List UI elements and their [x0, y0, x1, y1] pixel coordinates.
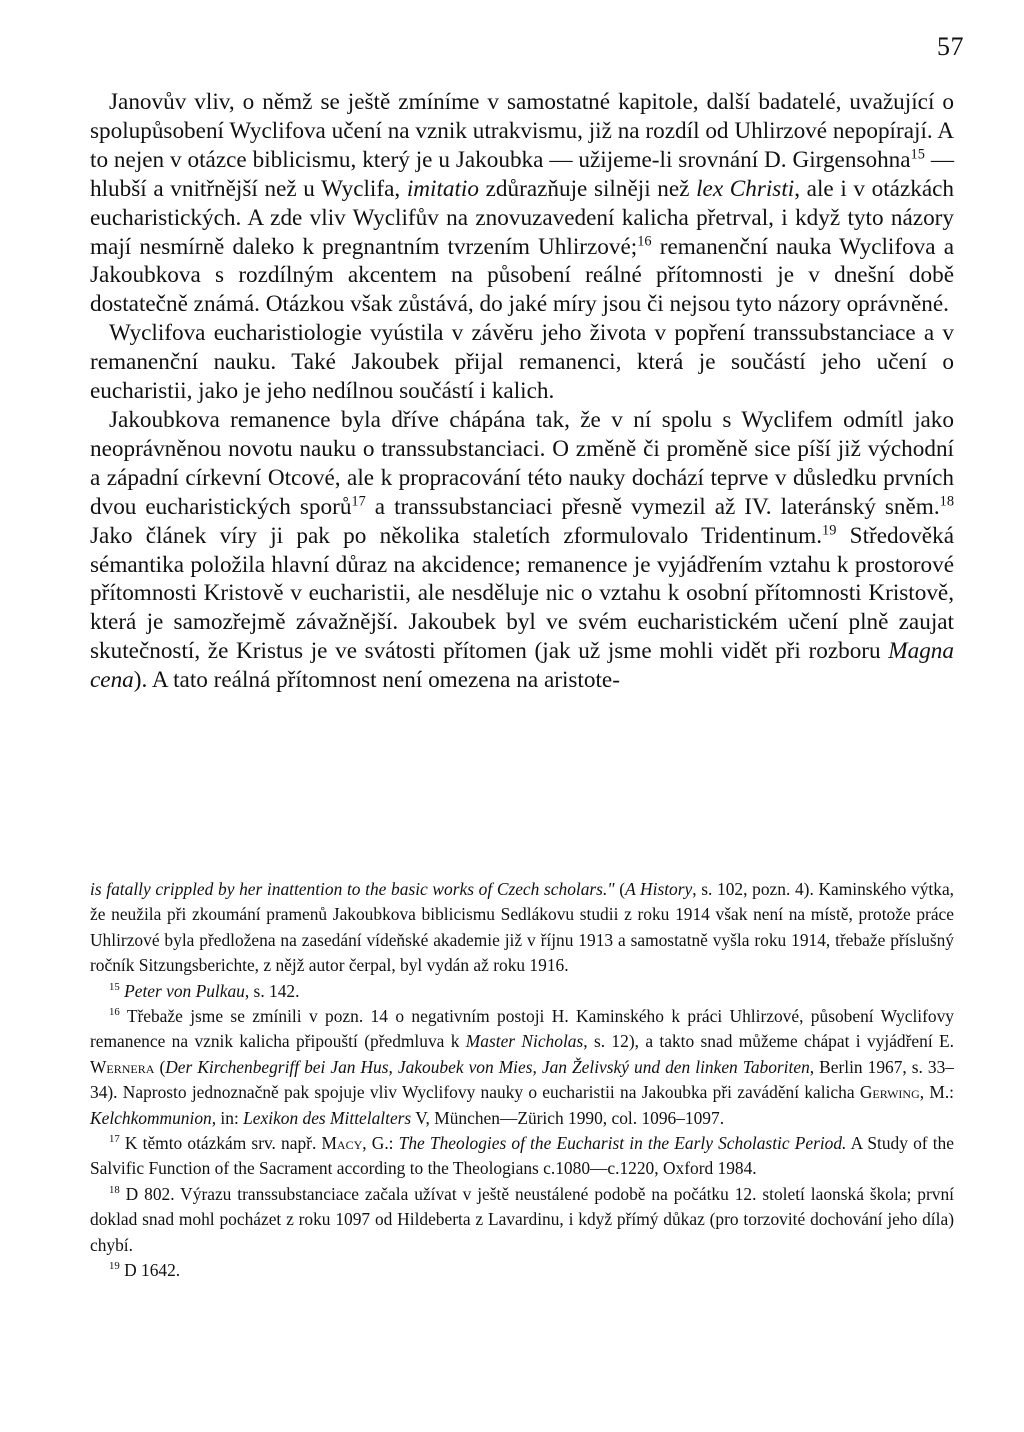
paragraph-2: [90, 319, 954, 406]
footnote-ref-18[interactable]: 18: [939, 492, 955, 509]
italic-term: imitatio: [406, 175, 479, 202]
text-run: , G.:: [362, 1133, 399, 1154]
footnotes: [90, 877, 954, 1284]
footnote-number: 18: [109, 1184, 120, 1197]
italic-title: Kelchkommunion: [90, 1107, 212, 1128]
text-run: (: [154, 1056, 166, 1077]
text-run: remanenční nauka Wyclifova a Jakoubkova s rozdílným akcentem na působení reálné přítomnosti je v dnešní době dostatečně známá. Otázkou však zůstává, do jaké míry jsou či nejsou tyto názory oprávněné.: [90, 233, 954, 318]
paragraph-1: [90, 88, 954, 319]
text-run: (: [614, 879, 626, 899]
italic-title: Lexikon des Mittelalters: [243, 1107, 412, 1128]
footnote-ref-17[interactable]: 17: [351, 492, 366, 509]
text-run: a transsubstanciaci přesně vymezil až IV. lateránský sněm.: [365, 493, 940, 520]
text-run: ). A tato reálná přítomnost není omezena na aristote-: [133, 667, 620, 694]
text-run: Jakoubkova remanence byla dříve chápána tak, že v ní spolu s Wyclifem odmítl jako neoprávněnou novotu nauku o transsubstanciaci. O změně či proměně sice píší již východní a západní církevní Otcové, ale k propracování této nauky dochází teprve v důsledku prvních dvou eucharistických sporů: [90, 406, 954, 520]
footnote-number: 17: [109, 1133, 120, 1146]
footnote-ref-16[interactable]: 16: [637, 232, 652, 249]
footnote-ref-15[interactable]: 15: [910, 146, 925, 163]
footnote-continuation: [90, 877, 954, 979]
footnote-19: [90, 1258, 954, 1283]
text-run: , Berlin 1967, s. 33–34). Naprosto jednoznačně pak spojuje vliv Wyclifovy nauky o eucharistii na Jakoubka při zavádění kalicha: [90, 1056, 955, 1103]
author-name: Macy: [321, 1133, 363, 1154]
text-run: Jako článek víry ji pak po několika staletích zformulovalo Tridentinum.: [90, 522, 823, 549]
text-run: zdůrazňuje silněji než: [478, 175, 697, 202]
text-run: Wyclifova eucharistiologie vyústila v závěru jeho života v popření transsubstanciace a v remanenční nauku. Také Jakoubek přijal remanenci, která je součástí jeho učení o eucharistii, jako je jeho nedílnou součástí i kalich.: [90, 320, 954, 405]
text-run: Středověká sémantika položila hlavní důraz na akcidence; remanence je vyjádřením vztahu k prostorové přítomnosti Kristově v eucharistii, ale nesděluje nic o vztahu k osobní přítomnosti Kristově, která je samozřejmě závažnější. Jakoubek byl ve svém eucharistickém učení plně zaujat skutečností, že Kristus je ve svátosti přítomen (jak už jsme mohli vidět při rozboru: [90, 522, 954, 665]
text-run: V, München—Zürich 1990, col. 1096–1097.: [411, 1107, 725, 1128]
text-run: D 802. Výrazu transsubstanciace začala užívat v ještě neustálené podobě na počátku 12. století laonská škola; první doklad snad mohl pocházet z roku 1097 od Hildeberta z Lavardinu, i když přímý důkaz (pro torzovité dochování jeho díla) chybí.: [90, 1183, 954, 1255]
italic-quote: is fatally crippled by her inattention to the basic works of Czech scholars.": [90, 879, 615, 899]
text-run: K těmto otázkám srv. např.: [119, 1133, 322, 1154]
text-run: , s. 102, pozn. 4). Kaminského výtka, že neužila při zkoumání pramenů Jakoubkova biblicismu Sedlákovu studii z roku 1914 však není na místě, protože práce Uhlirzové byla předložena na zasedání vídeňské akademie již v říjnu 1913 a samostatně vyšla roku 1914, třebaže příslušný ročník Sitzungsberichte, z nějž autor čerpal, byl vydán až roku 1916.: [90, 879, 955, 976]
italic-title: The Theologies of the Eucharist in the Early Scholastic Period.: [398, 1133, 847, 1154]
main-text: [90, 88, 954, 695]
italic-title: Magna cena: [90, 638, 954, 694]
text-run: , M.:: [919, 1082, 955, 1103]
text-run: Třebaže jsme se zmínili v pozn. 14 o negativním postoji H. Kaminského k práci Uhlirzové, působení Wyclifovy remanence na vznik kalicha připouští (předmluva k: [90, 1006, 954, 1052]
text-run: , ale i v otázkách eucharistických. A zde vliv Wyclifův na znovuzavedení kalicha přetrval, i když tyto názory mají nesmírně daleko k pregnantním tvrzením Uhlirzové;: [90, 175, 955, 260]
footnote-16: [90, 1004, 954, 1131]
text-run: A Study of the Salvific Function of the Sacrament according to the Theologians c.1080—c.1220, Oxford 1984.: [90, 1133, 954, 1179]
italic-title: Der Kirchenbegriff bei Jan Hus, Jakoubek von Mies, Jan Želivský und den linken Taboriten: [165, 1056, 810, 1077]
footnote-number: 19: [109, 1260, 120, 1273]
text-run: , s. 142.: [244, 980, 300, 1001]
italic-term: lex Christi: [696, 175, 795, 202]
italic-title: A History: [625, 879, 693, 899]
footnote-ref-19[interactable]: 19: [822, 521, 837, 538]
text-run: Janovův vliv, o němž se ještě zmíníme v samostatné kapitole, další badatelé, uvažující o spolupůsobení Wyclifova učení na vznik utrakvismu, již na rozdíl od Uhlirzové nepopírají. A to nejen v otázce biblicismu, který je u Jakoubka — užijeme-li srovnání D. Girgensohna: [90, 89, 954, 173]
text-run: — hlubší a vnitřnější než u Wyclifa,: [90, 146, 955, 202]
italic-title: Master Nicholas: [465, 1031, 584, 1052]
footnote-number: 15: [109, 980, 120, 993]
text-run: , s. 12), a takto snad můžeme chápat i vyjádření E.: [583, 1031, 954, 1052]
page-number: 57: [937, 32, 964, 61]
text-run: D 1642.: [119, 1260, 181, 1281]
footnote-number: 16: [109, 1006, 120, 1019]
text-run: , in:: [211, 1107, 244, 1128]
paragraph-3: [90, 406, 954, 695]
footnote-17: [90, 1131, 954, 1182]
footnote-18: [90, 1182, 954, 1258]
italic-title: Peter von Pulkau: [124, 980, 245, 1001]
author-name: Wernera: [90, 1056, 155, 1077]
footnote-15: [90, 979, 954, 1004]
author-name: Gerwing: [859, 1082, 920, 1103]
